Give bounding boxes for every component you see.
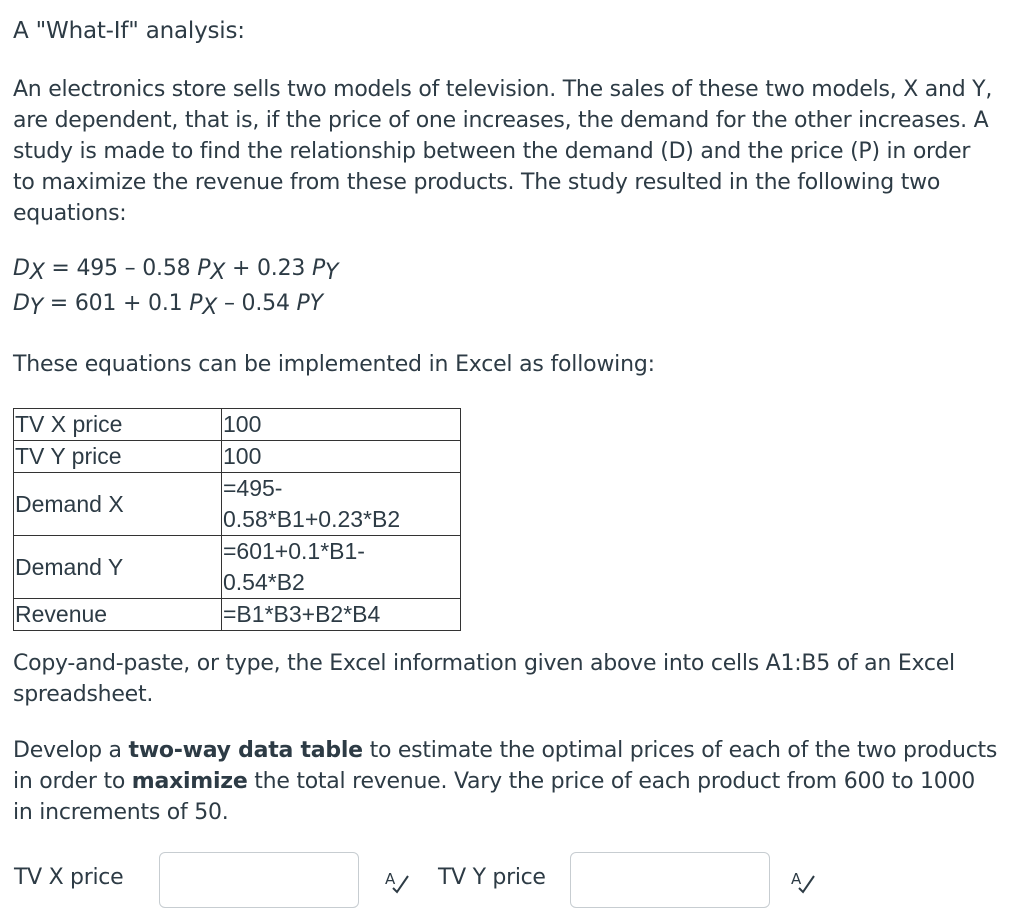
cell-label: Demand Y — [14, 536, 222, 599]
tv-x-price-input[interactable] — [159, 852, 359, 908]
cell-label: TV X price — [14, 409, 222, 441]
question-heading: A "What-If" analysis: — [13, 18, 245, 44]
spellcheck-icon[interactable] — [790, 868, 816, 894]
excel-table — [13, 408, 461, 631]
svg-text:A: A — [791, 870, 802, 888]
equation-demand-y: $D_Y = 601 + 0.1$ $P_X - 0.54$ PY — [13, 291, 323, 320]
equation-demand-x: $D_X = 495 - 0.58$ $P_X + 0.23$ $P_Y$ — [13, 256, 339, 285]
tv-x-price-label: TV X price — [14, 865, 124, 890]
cell-value: 100 — [222, 441, 461, 473]
cell-label: Revenue — [14, 599, 222, 631]
copy-instructions: Copy-and-paste, or type, the Excel information given above into cells A1:B5 of an Excel spreadsheet. — [13, 651, 955, 707]
cell-value: =B1*B3+B2*B4 — [222, 599, 461, 631]
cell-label: Demand X — [14, 473, 222, 536]
table-row — [14, 536, 461, 599]
tv-y-price-label: TV Y price — [438, 865, 546, 890]
cell-value: 100 — [222, 409, 461, 441]
svg-text:A: A — [385, 870, 396, 888]
spellcheck-icon[interactable] — [384, 868, 410, 894]
table-row — [14, 441, 461, 473]
intro-paragraph: An electronics store sells two models of television. The sales of these two models, X and Y, are dependent, that is, if the price of one increases, the demand for the other increases. A study is made to find the relationship between the demand (D) and the price (P) in order to maximize the revenue from these products. The study resulted in the following two equations: — [13, 77, 993, 226]
cell-value: =601+0.1*B1- 0.54*B2 — [222, 536, 461, 599]
implement-text: These equations can be implemented in Excel as following: — [13, 352, 655, 377]
develop-instructions: Develop a two-way data table to estimate the optimal prices of each of the two products in order to maximize the total revenue. Vary the price of each product from 600 to 1000 in increments of 50. — [13, 738, 998, 825]
table-row — [14, 473, 461, 536]
table-row — [14, 409, 461, 441]
table-row — [14, 599, 461, 631]
cell-value: =495- 0.58*B1+0.23*B2 — [222, 473, 461, 536]
answer-row — [14, 852, 994, 910]
cell-label: TV Y price — [14, 441, 222, 473]
tv-y-price-input[interactable] — [570, 852, 770, 908]
